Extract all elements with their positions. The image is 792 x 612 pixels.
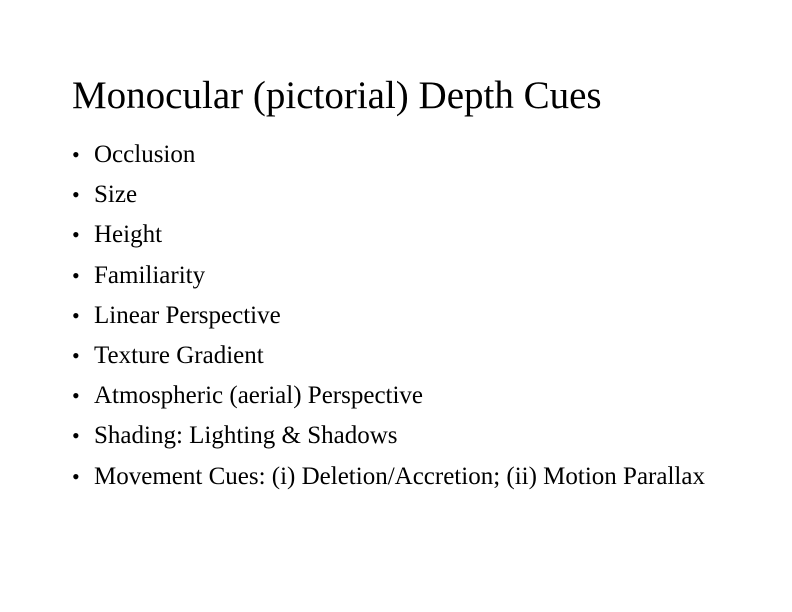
bullet-text: Movement Cues: (i) Deletion/Accretion; (ii) Motion Parallax	[94, 462, 705, 490]
bullet-icon: •	[72, 142, 80, 167]
list-item	[72, 379, 712, 413]
bullet-icon: •	[72, 423, 80, 449]
list-item	[72, 218, 712, 252]
list-item	[72, 460, 712, 494]
bullet-text: Familiarity	[94, 261, 206, 289]
bullet-icon: •	[72, 222, 80, 248]
list-item	[72, 178, 712, 212]
list-item	[72, 339, 712, 373]
bullet-icon: •	[72, 342, 80, 368]
list-item	[72, 419, 712, 453]
bullet-text: Height	[94, 221, 163, 249]
list-item	[72, 259, 712, 293]
bullet-icon: •	[72, 302, 80, 328]
bullet-icon: •	[72, 182, 80, 208]
bullet-text: Shading: Lighting & Shadows	[94, 422, 398, 450]
bullet-text: Texture Gradient	[94, 341, 264, 369]
slide-title: Monocular (pictorial) Depth Cues	[72, 74, 602, 117]
bullet-icon: •	[72, 262, 80, 288]
bullet-text: Atmospheric (aerial) Perspective	[94, 382, 424, 410]
bullet-text: Size	[94, 181, 138, 209]
bullet-text: Occlusion	[94, 141, 196, 168]
list-item	[72, 138, 712, 172]
bullet-icon: •	[72, 463, 80, 489]
bullet-text: Linear Perspective	[94, 301, 281, 329]
list-item	[72, 299, 712, 333]
bullet-icon: •	[72, 383, 80, 409]
bullet-list	[72, 138, 712, 500]
